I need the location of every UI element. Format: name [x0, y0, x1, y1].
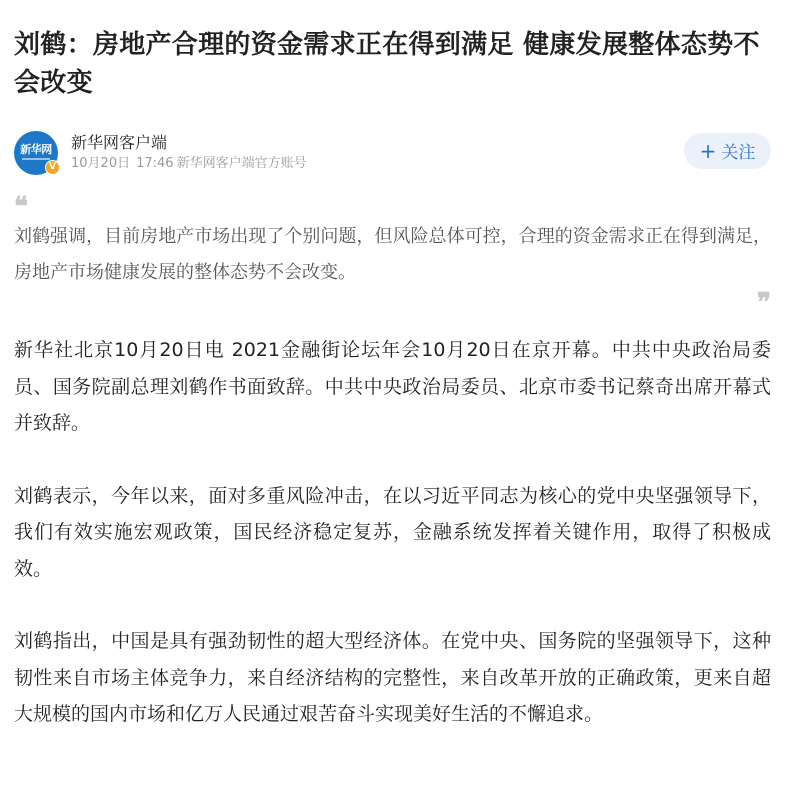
author-meta: [71, 155, 307, 173]
avatar[interactable]: [14, 131, 58, 175]
article-title: 刘鹤：房地产合理的资金需求正在得到满足 健康发展整体态势不会改变: [14, 30, 760, 98]
author-source: 新华网客户端官方账号: [176, 156, 307, 171]
plus-icon: +: [699, 139, 717, 163]
avatar-logo-text: 新华网: [20, 143, 52, 156]
avatar-logo-underline: [22, 158, 50, 160]
follow-button[interactable]: [684, 133, 771, 169]
follow-label: 关注: [721, 143, 756, 163]
publish-date: 10月20日: [71, 156, 131, 171]
summary-text: 刘鹤强调，目前房地产市场出现了个别问题，但风险总体可控，合理的资金需求正在得到满足，房地产市场健康发展的整体态势不会改变。: [14, 226, 771, 283]
quote-close-icon: ❞: [757, 288, 771, 318]
author-name[interactable]: 新华网客户端: [71, 133, 168, 152]
verified-icon: V: [45, 160, 60, 175]
article-summary: [14, 192, 771, 318]
article-paragraph: 刘鹤指出，中国是具有强劲韧性的超大型经济体。在党中央、国务院的坚强领导下，这种韧性来自市场主体竞争力，来自经济结构的完整性，来自改革开放的正确政策，更来自超大规模的国内市场和亿万人民通过艰苦奋斗实现美好生活的不懈追求。: [14, 630, 771, 725]
quote-open-icon: ❝: [14, 192, 28, 222]
publish-time: 17:46: [136, 156, 174, 171]
article-paragraph: 新华社北京10月20日电 2021金融街论坛年会10月20日在京开幕。中共中央政治局委员、国务院副总理刘鹤作书面致辞。中共中央政治局委员、北京市委书记蔡奇出席开幕式并致辞。: [14, 339, 771, 434]
author-row: [14, 131, 771, 177]
article-paragraph: 刘鹤表示，今年以来，面对多重风险冲击，在以习近平同志为核心的党中央坚强领导下，我们有效实施宏观政策，国民经济稳定复苏，金融系统发挥着关键作用，取得了积极成效。: [14, 484, 771, 580]
